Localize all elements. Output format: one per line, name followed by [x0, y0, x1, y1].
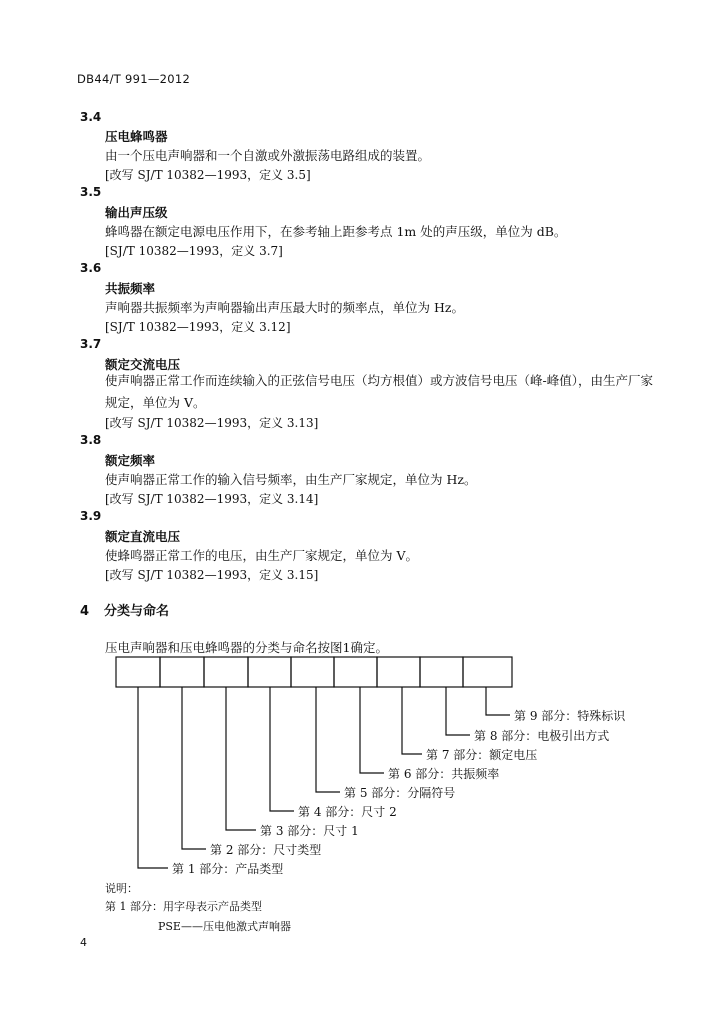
- term-number: 3.8: [80, 433, 102, 447]
- part-box-3: [204, 657, 248, 687]
- term-definition: 由一个压电声响器和一个自激或外激振荡电路组成的装置。: [105, 148, 431, 163]
- leader-line-4: [270, 687, 294, 811]
- term-number: 3.5: [80, 185, 102, 199]
- term-title: 压电蜂鸣器: [105, 129, 168, 144]
- notes-title: 说明：: [105, 882, 138, 895]
- part-box-4: [248, 657, 291, 687]
- term-definition: 声响器共振频率为声响器输出声压最大时的频率点，单位为 Hz。: [105, 300, 464, 315]
- part-label-5: 第 5 部分：分隔符号: [344, 786, 456, 800]
- part-box-5: [291, 657, 334, 687]
- note-line: 第 1 部分：用字母表示产品类型: [105, 900, 262, 913]
- section-title: 分类与命名: [104, 604, 170, 619]
- part-label-1: 第 1 部分：产品类型: [172, 862, 284, 876]
- leader-line-7: [402, 687, 422, 754]
- leader-line-8: [446, 687, 470, 735]
- note-subline: PSE——压电他激式声响器: [158, 920, 291, 933]
- section-number: 4: [80, 604, 90, 619]
- term-source: [改写 SJ/T 10382—1993，定义 3.15]: [105, 568, 319, 582]
- part-box-8: [420, 657, 463, 687]
- term-number: 3.4: [80, 110, 102, 124]
- part-box-6: [334, 657, 377, 687]
- term-source: [SJ/T 10382—1993，定义 3.12]: [105, 320, 291, 334]
- leader-line-9: [486, 687, 510, 715]
- part-label-2: 第 2 部分：尺寸类型: [210, 843, 322, 857]
- term-definition: 使声响器正常工作而连续输入的正弦信号电压（均方根值）或方波信号电压（峰-峰值），由生产厂家规定，单位为 V。: [105, 373, 653, 410]
- part-label-9: 第 9 部分：特殊标识: [514, 709, 626, 723]
- part-box-2: [160, 657, 204, 687]
- term-title: 输出声压级: [105, 205, 168, 220]
- term-title: 额定直流电压: [105, 529, 181, 544]
- section-heading: [80, 600, 169, 619]
- term-source: [改写 SJ/T 10382—1993，定义 3.5]: [105, 168, 311, 182]
- term-number: 3.9: [80, 509, 102, 523]
- standard-code: DB44/T 991—2012: [77, 72, 191, 86]
- part-label-8: 第 8 部分：电极引出方式: [474, 729, 610, 743]
- part-label-7: 第 7 部分：额定电压: [426, 748, 538, 762]
- leader-line-5: [316, 687, 340, 792]
- leader-line-2: [182, 687, 206, 849]
- term-definition: 蜂鸣器在额定电源电压作用下，在参考轴上距参考点 1m 处的声压级，单位为 dB。: [105, 224, 567, 239]
- part-label-6: 第 6 部分：共振频率: [388, 767, 500, 781]
- term-definition: 使蜂鸣器正常工作的电压，由生产厂家规定，单位为 V。: [105, 548, 419, 563]
- part-label-3: 第 3 部分：尺寸 1: [260, 824, 359, 838]
- part-box-7: [377, 657, 420, 687]
- leader-line-6: [360, 687, 384, 773]
- term-definition: 使声响器正常工作的输入信号频率，由生产厂家规定，单位为 Hz。: [105, 472, 477, 487]
- term-number: 3.7: [80, 337, 102, 351]
- page-number: 4: [80, 936, 87, 949]
- part-box-9: [463, 657, 512, 687]
- term-title: 共振频率: [105, 281, 156, 296]
- term-number: 3.6: [80, 261, 102, 275]
- term-source: [改写 SJ/T 10382—1993，定义 3.14]: [105, 492, 319, 506]
- term-source: [SJ/T 10382—1993，定义 3.7]: [105, 244, 283, 258]
- leader-line-3: [226, 687, 256, 830]
- part-box-1: [116, 657, 160, 687]
- section-intro: 压电声响器和压电蜂鸣器的分类与命名按图1确定。: [105, 640, 388, 655]
- term-title: 额定频率: [105, 453, 156, 468]
- leader-line-1: [138, 687, 168, 868]
- term-title: 额定交流电压: [105, 357, 181, 372]
- part-label-4: 第 4 部分：尺寸 2: [298, 805, 397, 819]
- term-source: [改写 SJ/T 10382—1993，定义 3.13]: [105, 416, 319, 430]
